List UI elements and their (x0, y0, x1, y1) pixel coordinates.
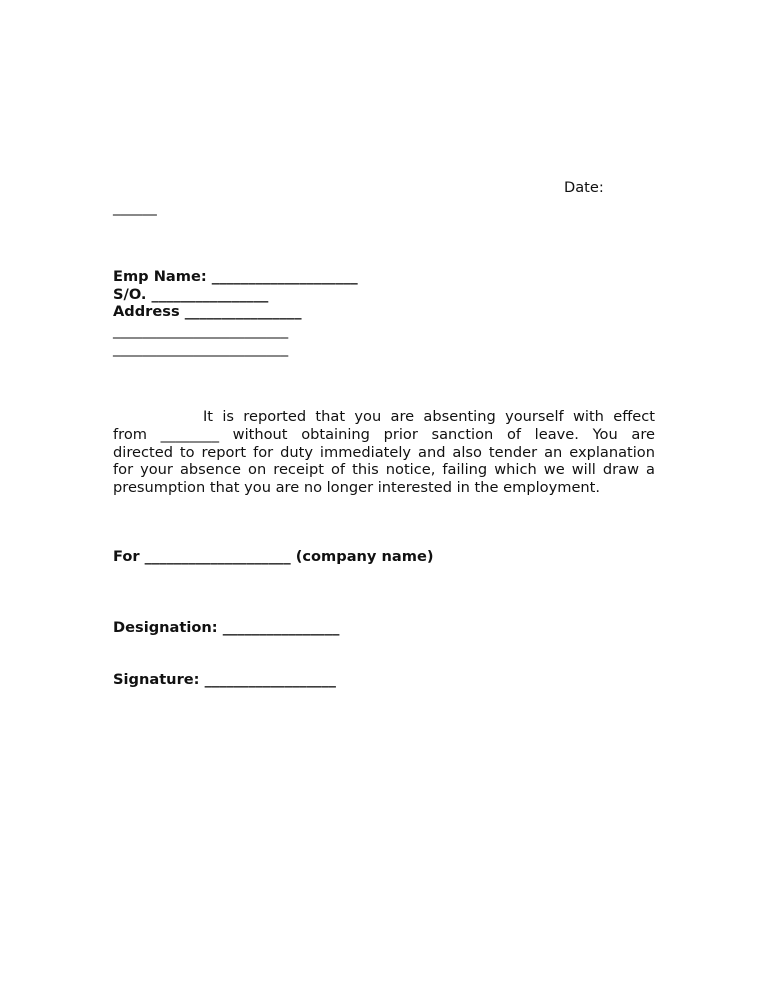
company-name-field: For ____________________ (company name) (113, 548, 434, 565)
body-line-4: for your absence on receipt of this notice, failing which we will draw a (113, 461, 655, 479)
date-blank: ______ (113, 199, 157, 216)
address-field: Address ________________ (113, 303, 302, 320)
body-line-5: presumption that you are no longer interested in the employment. (113, 479, 601, 497)
so-field: S/O. ________________ (113, 286, 269, 303)
body-line-3: directed to report for duty immediately and also tender an explanation (113, 443, 655, 461)
address-line-3: ________________________ (113, 340, 289, 357)
notice-body (113, 408, 655, 497)
date-label: Date: (564, 179, 604, 196)
emp-name-field: Emp Name: ____________________ (113, 268, 358, 285)
signature-field: Signature: __________________ (113, 671, 336, 688)
designation-field: Designation: ________________ (113, 619, 340, 636)
address-line-2: ________________________ (113, 322, 289, 339)
body-line-2: from ________ without obtaining prior sanction of leave. You are (113, 425, 655, 443)
body-line-1: It is reported that you are absenting yourself with effect (203, 408, 655, 425)
